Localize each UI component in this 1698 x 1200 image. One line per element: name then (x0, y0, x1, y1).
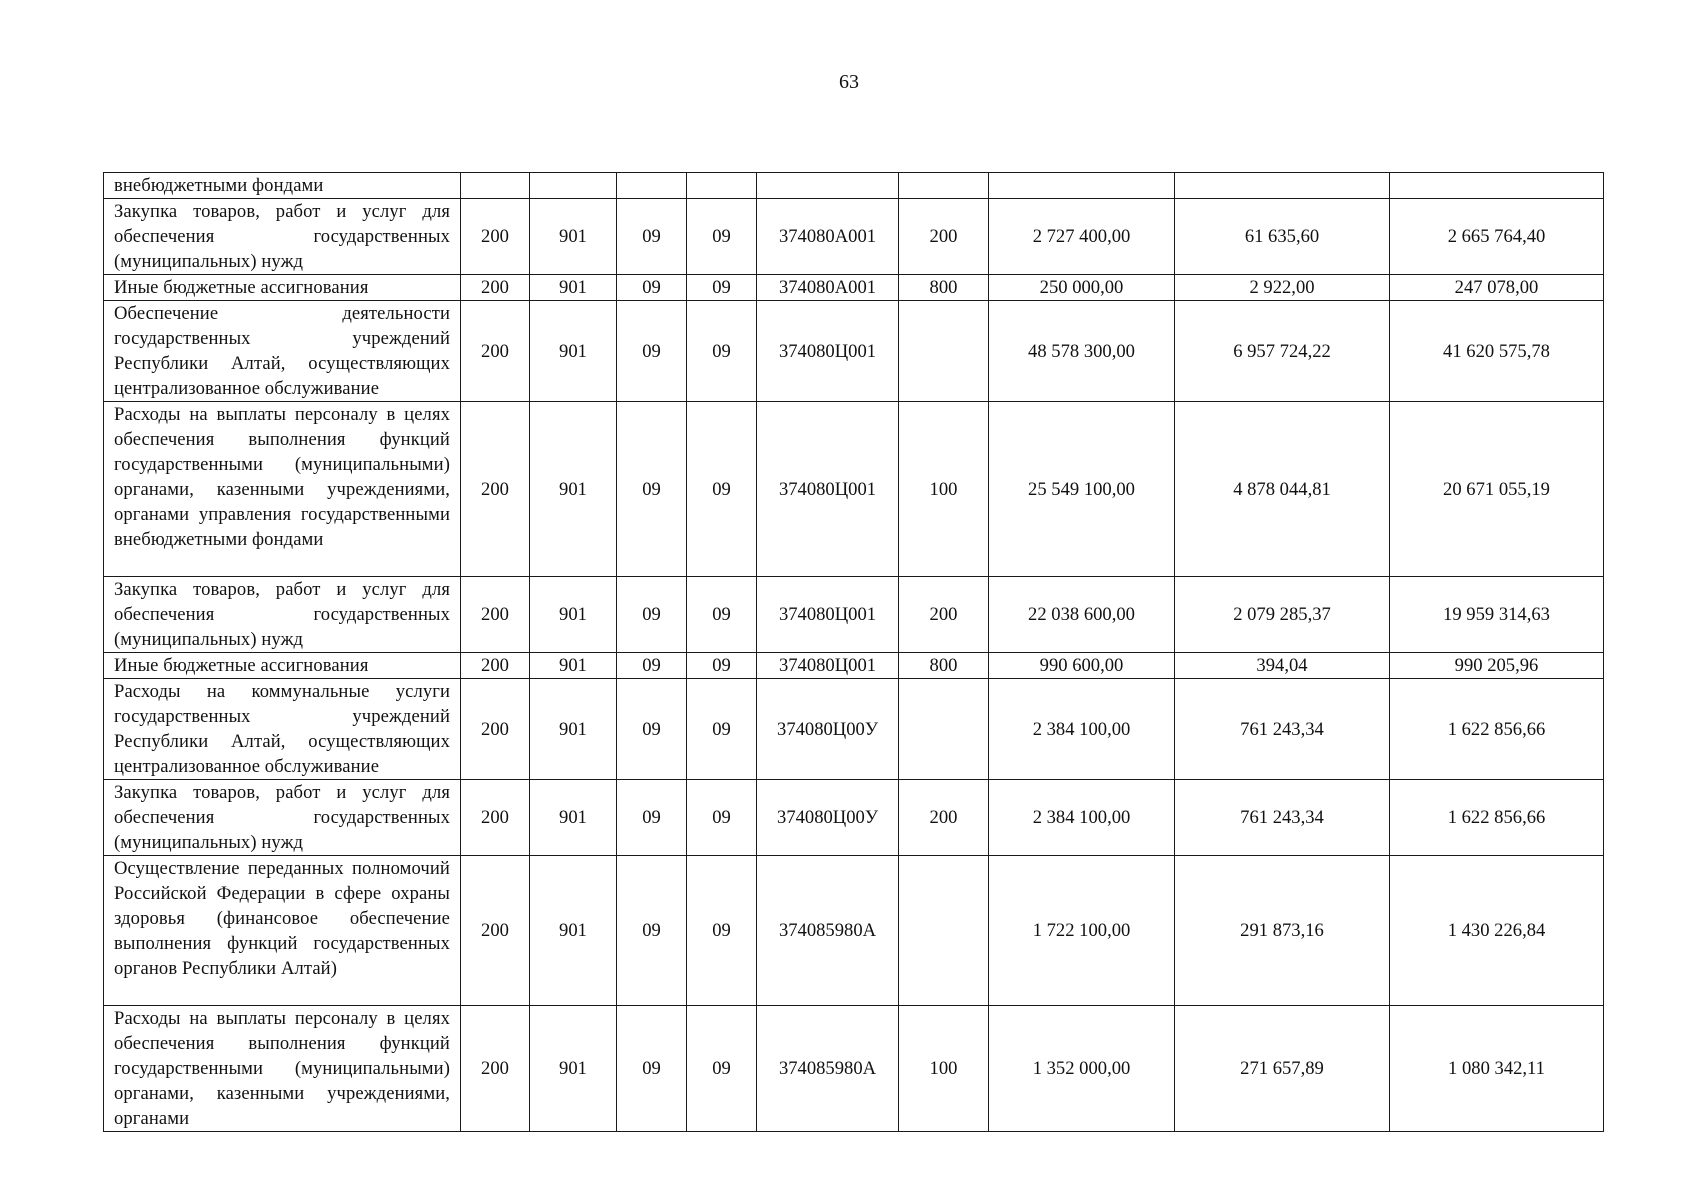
table-row (104, 301, 1604, 402)
code-cell: 200 (461, 856, 530, 1006)
amount-cell: 1 622 856,66 (1390, 679, 1604, 780)
code-cell: 901 (530, 856, 617, 1006)
amount-cell: 990 600,00 (989, 653, 1175, 679)
code-cell: 800 (899, 653, 989, 679)
code-cell: 09 (617, 301, 687, 402)
code-cell (899, 679, 989, 780)
amount-cell: 6 957 724,22 (1175, 301, 1390, 402)
code-cell: 901 (530, 780, 617, 856)
amount-cell: 2 665 764,40 (1390, 199, 1604, 275)
code-cell: 200 (461, 577, 530, 653)
code-cell: 374080А001 (757, 199, 899, 275)
code-cell: 374080Ц001 (757, 577, 899, 653)
amount-cell: 2 079 285,37 (1175, 577, 1390, 653)
code-cell: 09 (617, 856, 687, 1006)
code-cell: 901 (530, 653, 617, 679)
code-cell: 374080Ц00У (757, 780, 899, 856)
amount-cell: 1 080 342,11 (1390, 1006, 1604, 1132)
code-cell: 374085980А (757, 1006, 899, 1132)
code-cell (687, 173, 757, 199)
code-cell: 09 (617, 679, 687, 780)
code-cell: 901 (530, 199, 617, 275)
table-row (104, 275, 1604, 301)
code-cell: 200 (461, 402, 530, 577)
row-description: Закупка товаров, работ и услуг для обеспечения государственных (муниципальных) нужд (104, 199, 461, 275)
code-cell: 200 (899, 780, 989, 856)
amount-cell: 247 078,00 (1390, 275, 1604, 301)
amount-cell: 271 657,89 (1175, 1006, 1390, 1132)
code-cell: 374080Ц00У (757, 679, 899, 780)
budget-table (103, 172, 1604, 1132)
code-cell: 901 (530, 301, 617, 402)
amount-cell: 2 384 100,00 (989, 780, 1175, 856)
code-cell: 09 (617, 1006, 687, 1132)
table-row (104, 402, 1604, 577)
table-row (104, 780, 1604, 856)
code-cell: 200 (899, 199, 989, 275)
amount-cell: 61 635,60 (1175, 199, 1390, 275)
row-description: Осуществление переданных полномочий Российской Федерации в сфере охраны здоровья (финансовое обеспечение выполнения функций государственных органов Республики Алтай) (104, 856, 461, 1006)
code-cell (617, 173, 687, 199)
code-cell: 09 (687, 1006, 757, 1132)
code-cell: 374085980А (757, 856, 899, 1006)
code-cell: 200 (461, 653, 530, 679)
row-description: Иные бюджетные ассигнования (104, 653, 461, 679)
code-cell: 901 (530, 679, 617, 780)
amount-cell: 4 878 044,81 (1175, 402, 1390, 577)
code-cell: 374080Ц001 (757, 301, 899, 402)
code-cell: 09 (687, 199, 757, 275)
code-cell: 09 (617, 653, 687, 679)
code-cell: 09 (687, 653, 757, 679)
amount-cell: 1 430 226,84 (1390, 856, 1604, 1006)
code-cell: 800 (899, 275, 989, 301)
code-cell: 901 (530, 577, 617, 653)
amount-cell: 291 873,16 (1175, 856, 1390, 1006)
amount-cell: 19 959 314,63 (1390, 577, 1604, 653)
code-cell: 200 (461, 679, 530, 780)
code-cell (899, 301, 989, 402)
page-number: 63 (839, 71, 859, 93)
code-cell: 901 (530, 402, 617, 577)
amount-cell: 1 622 856,66 (1390, 780, 1604, 856)
row-description: Расходы на выплаты персоналу в целях обеспечения выполнения функций государственными (муниципальными) органами, казенными учреждениями, органами управления государственными внебюджетными фондами (104, 402, 461, 577)
row-description: Закупка товаров, работ и услуг для обеспечения государственных (муниципальных) нужд (104, 577, 461, 653)
code-cell (757, 173, 899, 199)
code-cell (461, 173, 530, 199)
amount-cell: 394,04 (1175, 653, 1390, 679)
amount-cell: 761 243,34 (1175, 780, 1390, 856)
code-cell: 09 (687, 856, 757, 1006)
table-row (104, 653, 1604, 679)
row-description: Расходы на коммунальные услуги государственных учреждений Республики Алтай, осуществляющих централизованное обслуживание (104, 679, 461, 780)
amount-cell: 1 722 100,00 (989, 856, 1175, 1006)
code-cell: 374080Ц001 (757, 653, 899, 679)
code-cell: 374080Ц001 (757, 402, 899, 577)
code-cell (899, 173, 989, 199)
code-cell: 200 (461, 780, 530, 856)
amount-cell: 22 038 600,00 (989, 577, 1175, 653)
table-row (104, 679, 1604, 780)
amount-cell: 48 578 300,00 (989, 301, 1175, 402)
code-cell: 09 (687, 301, 757, 402)
amount-cell: 20 671 055,19 (1390, 402, 1604, 577)
code-cell: 200 (461, 275, 530, 301)
code-cell: 200 (461, 199, 530, 275)
code-cell: 09 (617, 402, 687, 577)
code-cell: 09 (687, 402, 757, 577)
amount-cell (989, 173, 1175, 199)
amount-cell: 761 243,34 (1175, 679, 1390, 780)
code-cell (899, 856, 989, 1006)
code-cell: 09 (617, 577, 687, 653)
row-description: Закупка товаров, работ и услуг для обеспечения государственных (муниципальных) нужд (104, 780, 461, 856)
code-cell: 200 (461, 301, 530, 402)
code-cell: 374080А001 (757, 275, 899, 301)
row-description: Иные бюджетные ассигнования (104, 275, 461, 301)
row-description: Обеспечение деятельности государственных учреждений Республики Алтай, осуществляющих централизованное обслуживание (104, 301, 461, 402)
code-cell: 09 (687, 679, 757, 780)
table-row (104, 577, 1604, 653)
code-cell: 100 (899, 1006, 989, 1132)
amount-cell: 250 000,00 (989, 275, 1175, 301)
code-cell: 901 (530, 1006, 617, 1132)
code-cell: 901 (530, 275, 617, 301)
code-cell: 100 (899, 402, 989, 577)
table-row (104, 173, 1604, 199)
amount-cell: 2 727 400,00 (989, 199, 1175, 275)
code-cell: 09 (687, 577, 757, 653)
amount-cell (1175, 173, 1390, 199)
code-cell: 09 (617, 275, 687, 301)
amount-cell: 2 922,00 (1175, 275, 1390, 301)
amount-cell: 1 352 000,00 (989, 1006, 1175, 1132)
amount-cell (1390, 173, 1604, 199)
code-cell: 200 (461, 1006, 530, 1132)
row-description: внебюджетными фондами (104, 173, 461, 199)
amount-cell: 990 205,96 (1390, 653, 1604, 679)
code-cell: 09 (687, 780, 757, 856)
code-cell: 200 (899, 577, 989, 653)
table-row (104, 856, 1604, 1006)
row-description: Расходы на выплаты персоналу в целях обеспечения выполнения функций государственными (муниципальными) органами, казенными учреждениями, органами (104, 1006, 461, 1132)
code-cell: 09 (687, 275, 757, 301)
amount-cell: 25 549 100,00 (989, 402, 1175, 577)
code-cell (530, 173, 617, 199)
amount-cell: 2 384 100,00 (989, 679, 1175, 780)
table-row (104, 1006, 1604, 1132)
code-cell: 09 (617, 780, 687, 856)
amount-cell: 41 620 575,78 (1390, 301, 1604, 402)
code-cell: 09 (617, 199, 687, 275)
table-row (104, 199, 1604, 275)
